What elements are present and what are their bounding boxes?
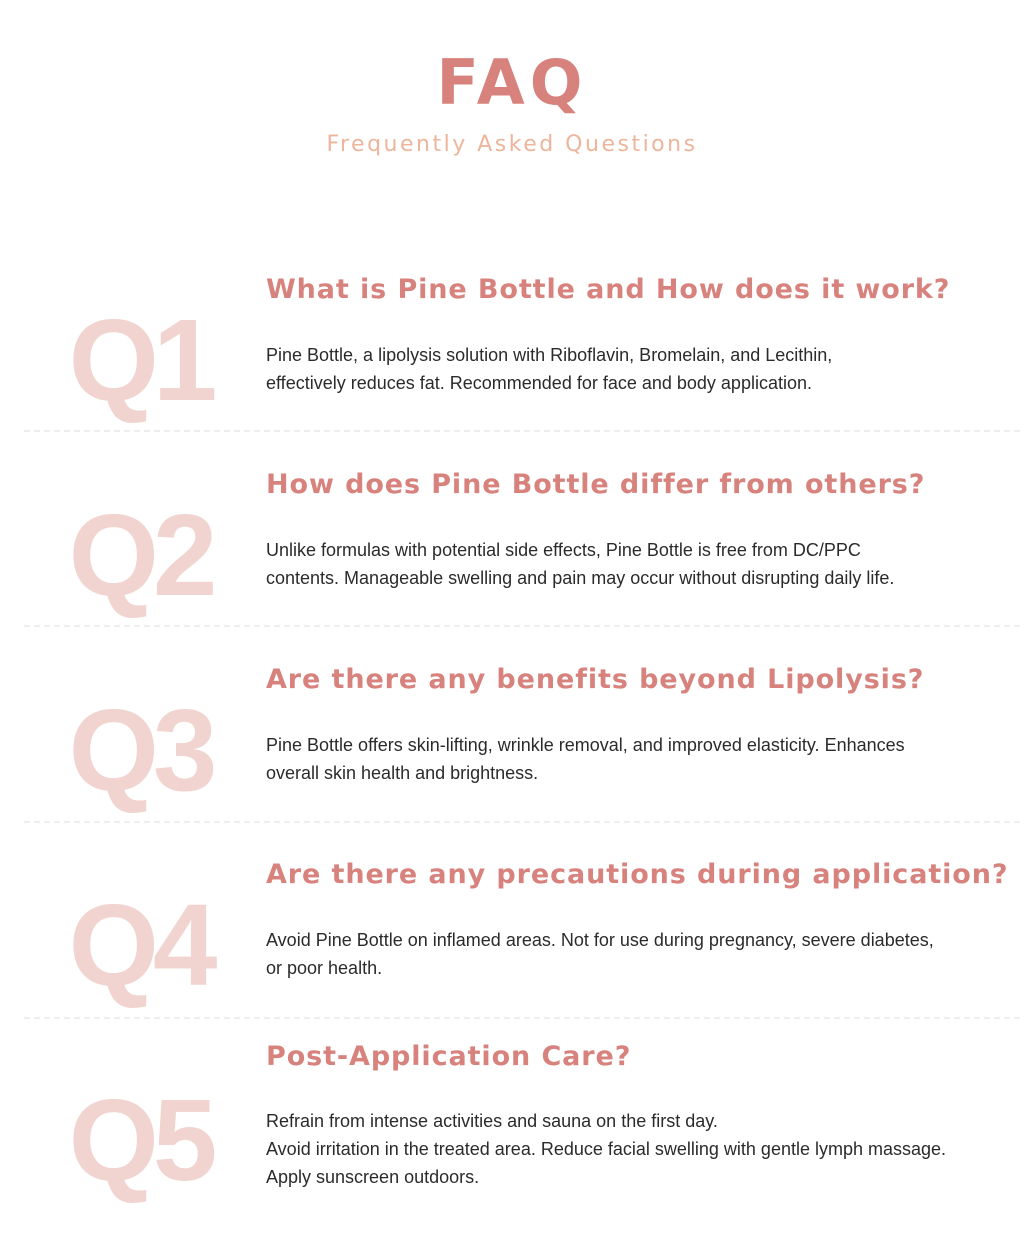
answer-text (266, 341, 1006, 397)
answer-text (266, 926, 1006, 982)
faq-item-4 (0, 845, 1024, 1041)
answer-line: Avoid Pine Bottle on inflamed areas. Not for use during pregnancy, severe diabetes, (266, 930, 934, 950)
divider (24, 625, 1020, 627)
question-number: Q2 (68, 490, 212, 620)
question-title: Are there any precautions during application? (266, 859, 1009, 890)
question-number: Q4 (68, 880, 212, 1010)
question-number: Q3 (68, 685, 212, 815)
question-title: Are there any benefits beyond Lipolysis? (266, 664, 925, 695)
faq-item-3 (0, 650, 1024, 846)
question-title: What is Pine Bottle and How does it work? (266, 274, 951, 305)
answer-line: contents. Manageable swelling and pain may occur without disrupting daily life. (266, 568, 895, 588)
divider (24, 430, 1020, 432)
question-title: How does Pine Bottle differ from others? (266, 469, 926, 500)
answer-line: overall skin health and brightness. (266, 763, 539, 783)
answer-line: Pine Bottle, a lipolysis solution with Riboflavin, Bromelain, and Lecithin, (266, 345, 833, 365)
faq-item-5 (0, 1040, 1024, 1236)
answer-line: Avoid irritation in the treated area. Reduce facial swelling with gentle lymph massage. (266, 1139, 947, 1159)
page-subtitle: Frequently Asked Questions (326, 132, 698, 157)
question-title: Post-Application Care? (266, 1041, 632, 1072)
answer-text (266, 1107, 1006, 1191)
answer-line: Refrain from intense activities and sauna on the first day. (266, 1111, 718, 1131)
answer-line: Unlike formulas with potential side effects, Pine Bottle is free from DC/PPC (266, 540, 861, 560)
answer-line: effectively reduces fat. Recommended for face and body application. (266, 373, 812, 393)
answer-line: Apply sunscreen outdoors. (266, 1167, 480, 1187)
question-number: Q1 (68, 295, 212, 425)
question-number: Q5 (68, 1075, 212, 1205)
page-title: FAQ (436, 46, 588, 119)
divider (24, 1017, 1020, 1019)
faq-item-2 (0, 455, 1024, 651)
faq-item-1 (0, 260, 1024, 456)
divider (24, 821, 1020, 823)
answer-text (266, 536, 1006, 592)
answer-text (266, 731, 1006, 787)
answer-line: or poor health. (266, 958, 383, 978)
answer-line: Pine Bottle offers skin-lifting, wrinkle removal, and improved elasticity. Enhances (266, 735, 905, 755)
